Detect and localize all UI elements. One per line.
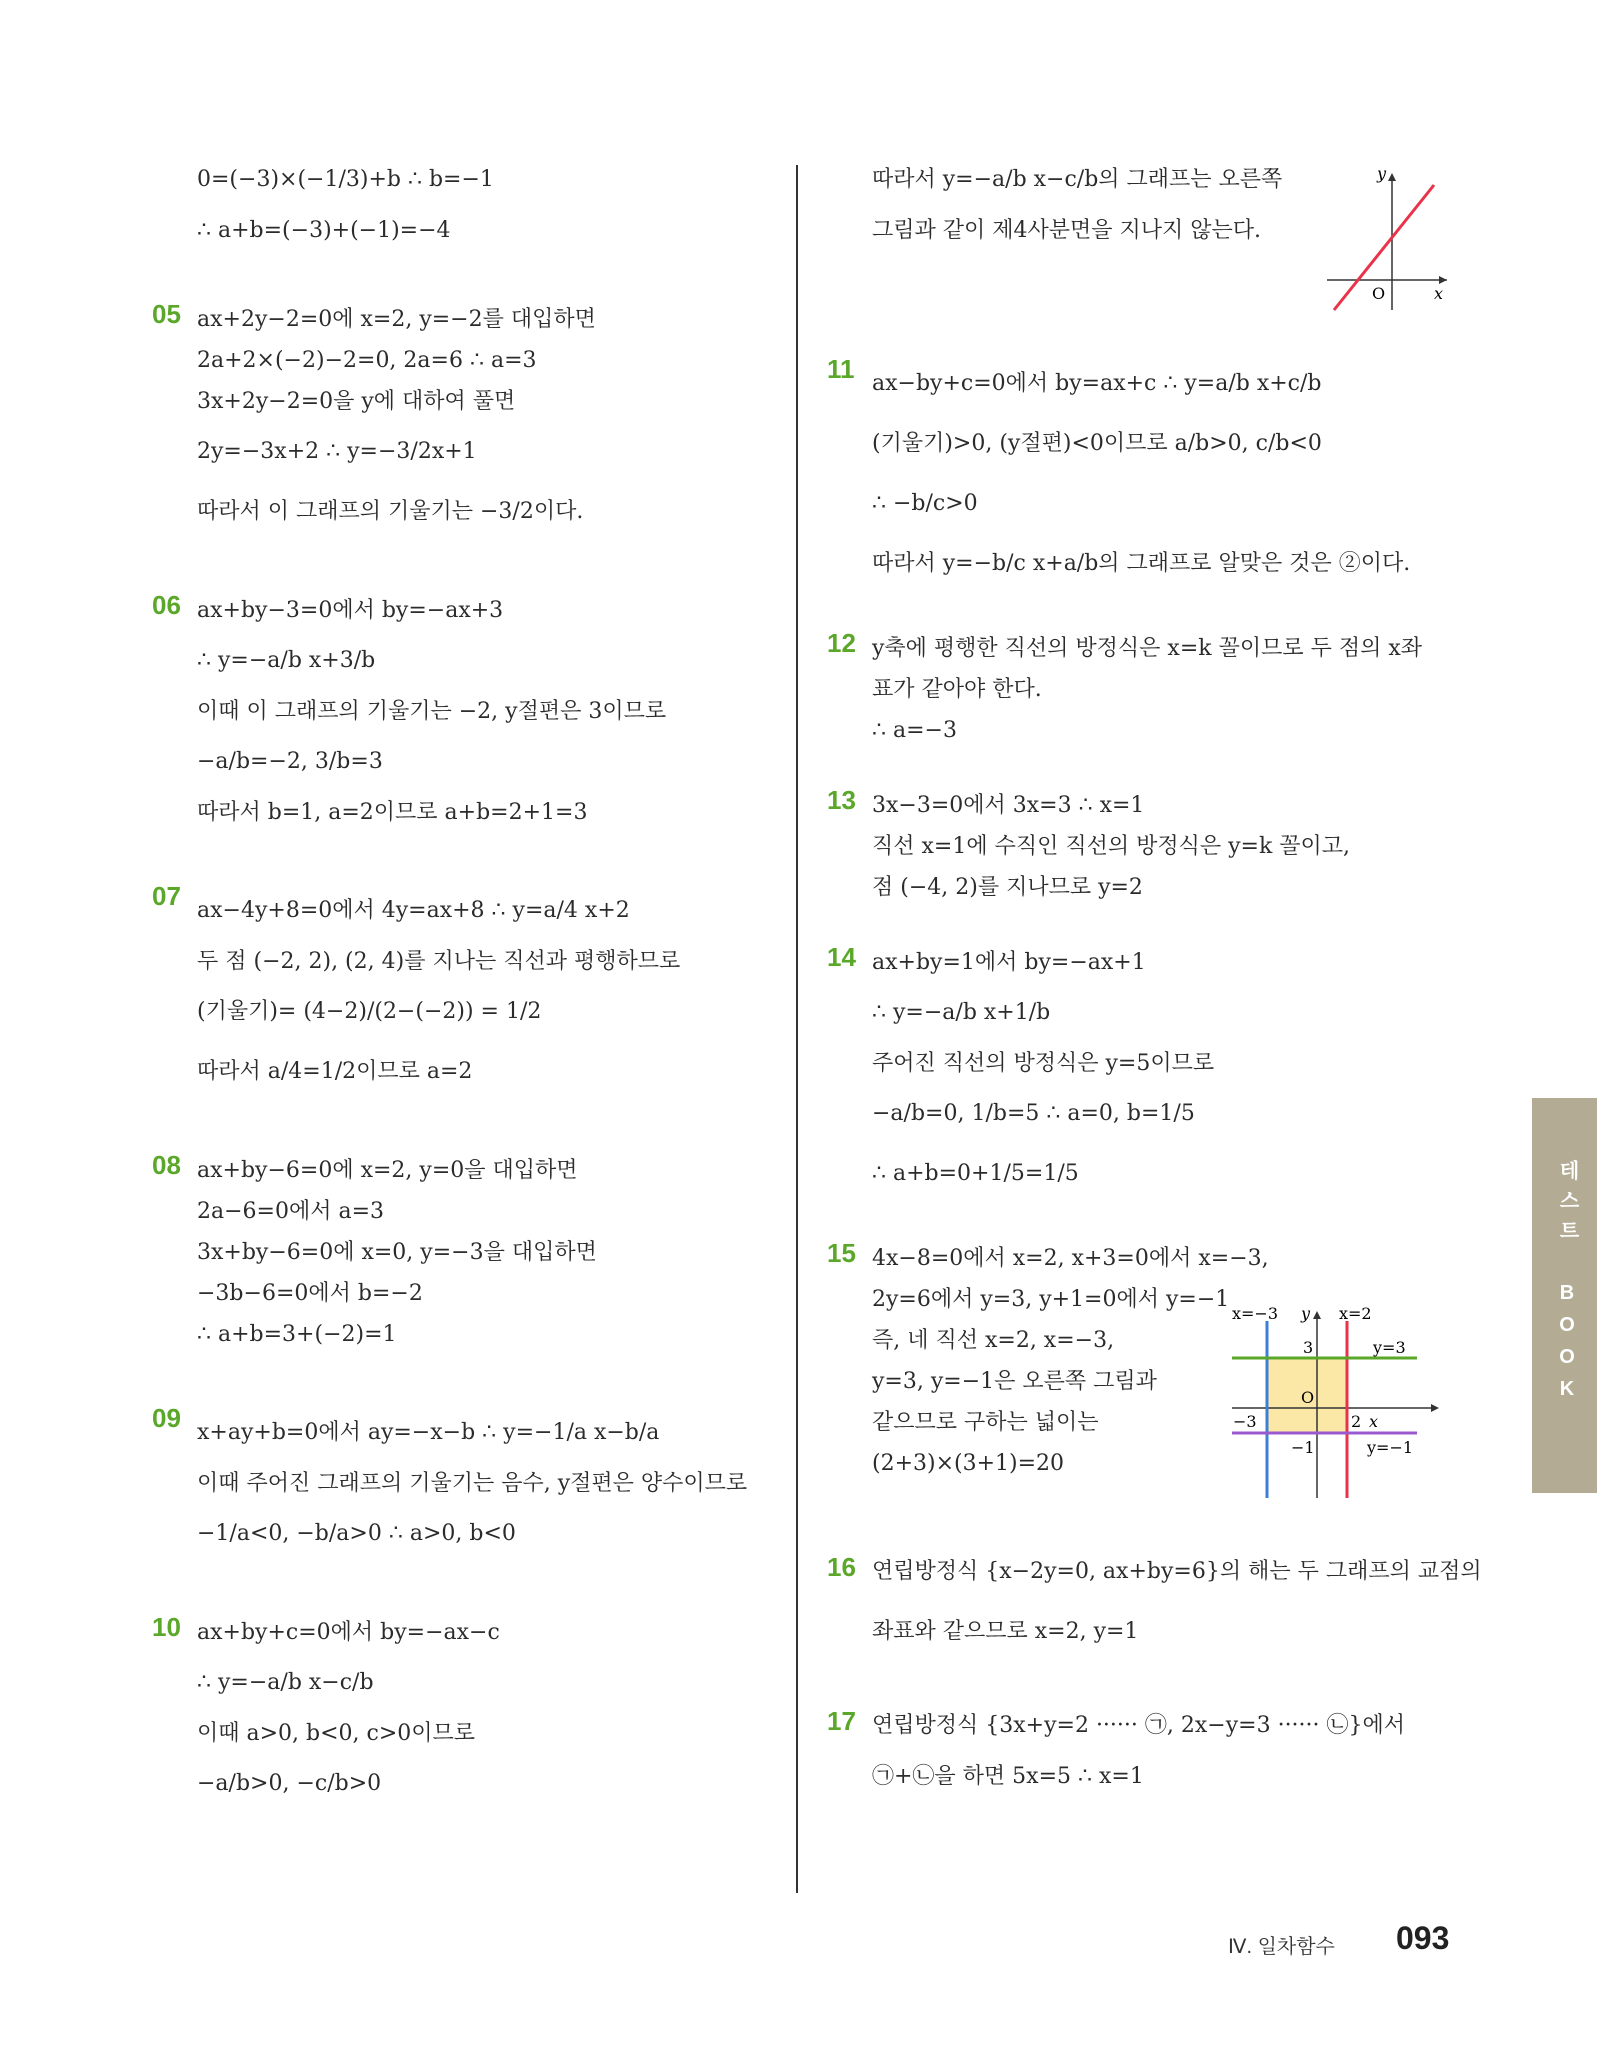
solution-line: 그림과 같이 제4사분면을 지나지 않는다.	[872, 218, 1261, 243]
solution-line: −a/b=0, 1/b=5 ∴ a=0, b=1/5	[872, 1101, 1195, 1126]
problem-10	[152, 1612, 792, 1814]
solution-line: 따라서 b=1, a=2이므로 a+b=2+1=3	[197, 800, 588, 825]
graph-figure-1	[1322, 165, 1452, 315]
y-axis-label: y	[1377, 165, 1387, 183]
solution-line: 연립방정식 {3x+y=2 ······ ㉠, 2x−y=3 ······ ㉡}에서	[872, 1713, 1406, 1738]
page-number: 093	[1396, 1920, 1450, 1956]
solution-line: 따라서 a/4=1/2이므로 a=2	[197, 1059, 473, 1084]
solution-line: 2y=−3x+2 ∴ y=−3/2x+1	[197, 439, 477, 464]
solution-line: 좌표와 같으므로 x=2, y=1	[872, 1619, 1139, 1644]
y-axis-label: y	[1301, 1304, 1311, 1323]
left-column	[152, 150, 792, 1814]
solution-line: 연립방정식 {x−2y=0, ax+by=6}의 해는 두 그래프의 교점의	[872, 1559, 1482, 1584]
solution-line: ∴ y=−a/b x−c/b	[197, 1670, 374, 1695]
problem-number: 11	[827, 354, 855, 384]
solution-line: 직선 x=1에 수직인 직선의 방정식은 y=k 꼴이고,	[872, 834, 1351, 859]
problem-10-continued	[827, 150, 1457, 320]
solution-line: (기울기)= (4−2)/(2−(−2)) = 1/2	[197, 999, 542, 1024]
label-y-neg1: y=−1	[1367, 1438, 1414, 1457]
solution-line: x+ay+b=0에서 ay=−x−b ∴ y=−1/a x−b/a	[197, 1420, 660, 1445]
origin-label: O	[1372, 284, 1386, 303]
tick-label: −1	[1291, 1438, 1315, 1457]
problem-11	[827, 354, 1457, 594]
solution-line: 2y=6에서 y=3, y+1=0에서 y=−1	[872, 1287, 1230, 1312]
problem-number: 12	[827, 628, 856, 658]
solution-line: 따라서 y=−b/c x+a/b의 그래프로 알맞은 것은 ②이다.	[872, 551, 1411, 576]
problem-15	[827, 1238, 1457, 1484]
solution-line: y=3, y=−1은 오른쪽 그림과	[872, 1369, 1157, 1394]
solution-line: ∴ a+b=(−3)+(−1)=−4	[197, 218, 451, 243]
solution-line: −a/b=−2, 3/b=3	[197, 749, 383, 774]
solution-line: ax−4y+8=0에서 4y=ax+8 ∴ y=a/4 x+2	[197, 898, 630, 923]
graph-figure-2	[1227, 1303, 1447, 1503]
solution-line: 이때 주어진 그래프의 기울기는 음수, y절편은 양수이므로	[197, 1471, 748, 1496]
problem-06	[152, 590, 792, 833]
solution-line: ax+by=1에서 by=−ax+1	[872, 950, 1146, 975]
problem-07	[152, 881, 792, 1102]
solution-line: ax+2y−2=0에 x=2, y=−2를 대입하면	[197, 307, 596, 332]
solution-line: ax+by−3=0에서 by=−ax+3	[197, 598, 504, 623]
solution-line: −3b−6=0에서 b=−2	[197, 1281, 423, 1306]
origin-label: O	[1301, 1388, 1315, 1407]
arrow-icon	[1439, 276, 1447, 284]
problem-08	[152, 1150, 792, 1355]
solution-line: (2+3)×(3+1)=20	[872, 1451, 1065, 1476]
problem-number: 08	[152, 1150, 181, 1180]
tick-label: 3	[1303, 1338, 1314, 1357]
arrow-icon	[1431, 1404, 1439, 1412]
solution-line: 점 (−4, 2)를 지나므로 y=2	[872, 875, 1143, 900]
solution-line: 4x−8=0에서 x=2, x+3=0에서 x=−3,	[872, 1246, 1269, 1271]
solution-line: 표가 같아야 한다.	[872, 677, 1042, 702]
solution-line: ∴ y=−a/b x+3/b	[197, 648, 376, 673]
solution-line: 즉, 네 직선 x=2, x=−3,	[872, 1328, 1115, 1353]
solution-line: 3x+by−6=0에 x=0, y=−3을 대입하면	[197, 1240, 597, 1265]
solution-line: 2a−6=0에서 a=3	[197, 1199, 385, 1224]
solution-line: 이때 이 그래프의 기울기는 −2, y절편은 3이므로	[197, 699, 667, 724]
x-axis-label: x	[1369, 1412, 1379, 1431]
problem-number: 05	[152, 299, 181, 329]
problem-04-continued	[152, 150, 792, 251]
problem-09	[152, 1403, 792, 1564]
problem-14	[827, 942, 1457, 1204]
problem-number: 10	[152, 1612, 181, 1642]
tick-label: −3	[1233, 1412, 1257, 1431]
solution-line: ∴ y=−a/b x+1/b	[872, 1000, 1051, 1025]
problem-number: 06	[152, 590, 181, 620]
problem-number: 07	[152, 881, 181, 911]
problem-13	[827, 785, 1457, 908]
problem-number: 13	[827, 785, 856, 815]
problem-number: 14	[827, 942, 856, 972]
solution-line: 0=(−3)×(−1/3)+b ∴ b=−1	[197, 167, 494, 192]
arrow-icon	[1313, 1311, 1321, 1319]
label-y-3: y=3	[1373, 1338, 1406, 1357]
solution-line: 주어진 직선의 방정식은 y=5이므로	[872, 1051, 1215, 1076]
problem-number: 15	[827, 1238, 856, 1268]
problem-number: 17	[827, 1706, 856, 1736]
solution-line: 따라서 이 그래프의 기울기는 −3/2이다.	[197, 499, 584, 524]
solution-line: y축에 평행한 직선의 방정식은 x=k 꼴이므로 두 점의 x좌	[872, 636, 1422, 661]
solution-line: ax+by+c=0에서 by=−ax−c	[197, 1620, 500, 1645]
solution-line: 두 점 (−2, 2), (2, 4)를 지나는 직선과 평행하므로	[197, 949, 681, 974]
side-tab-label: 테스트 BOOK	[1556, 1160, 1578, 1410]
solution-line: ax−by+c=0에서 by=ax+c ∴ y=a/b x+c/b	[872, 371, 1322, 396]
solution-line: ∴ −b/c>0	[872, 491, 978, 516]
label-x-neg3: x=−3	[1232, 1304, 1279, 1323]
solution-line: 3x+2y−2=0을 y에 대하여 풀면	[197, 389, 516, 414]
solution-line: (기울기)>0, (y절편)<0이므로 a/b>0, c/b<0	[872, 431, 1322, 456]
right-column	[827, 150, 1482, 1797]
solution-line: 같으므로 구하는 넓이는	[872, 1410, 1099, 1435]
problem-12	[827, 628, 1457, 751]
solution-line: −1/a<0, −b/a>0 ∴ a>0, b<0	[197, 1521, 516, 1546]
solution-line: 이때 a>0, b<0, c>0이므로	[197, 1721, 476, 1746]
problem-number: 16	[827, 1552, 856, 1582]
solution-line: ax+by−6=0에 x=2, y=0을 대입하면	[197, 1158, 578, 1183]
problem-05	[152, 299, 792, 542]
solution-line: ∴ a=−3	[872, 718, 957, 743]
problem-17	[827, 1696, 1457, 1797]
problem-16	[827, 1542, 1482, 1662]
solution-line: ㉠+㉡을 하면 5x=5 ∴ x=1	[872, 1764, 1144, 1789]
solution-line: ∴ a+b=0+1/5=1/5	[872, 1161, 1079, 1186]
column-divider	[796, 165, 798, 1893]
label-x-2: x=2	[1339, 1304, 1372, 1323]
tick-label: 2	[1351, 1412, 1362, 1431]
solution-line: 2a+2×(−2)−2=0, 2a=6 ∴ a=3	[197, 348, 537, 373]
solution-line: ∴ a+b=3+(−2)=1	[197, 1322, 397, 1347]
solution-line: −a/b>0, −c/b>0	[197, 1771, 382, 1796]
solution-line: 따라서 y=−a/b x−c/b의 그래프는 오른쪽	[872, 167, 1283, 192]
chapter-label: Ⅳ. 일차함수	[1228, 1936, 1335, 1958]
x-axis-label: x	[1434, 284, 1444, 303]
arrow-icon	[1388, 173, 1396, 181]
solution-line: 3x−3=0에서 3x=3 ∴ x=1	[872, 793, 1145, 818]
problem-number: 09	[152, 1403, 181, 1433]
